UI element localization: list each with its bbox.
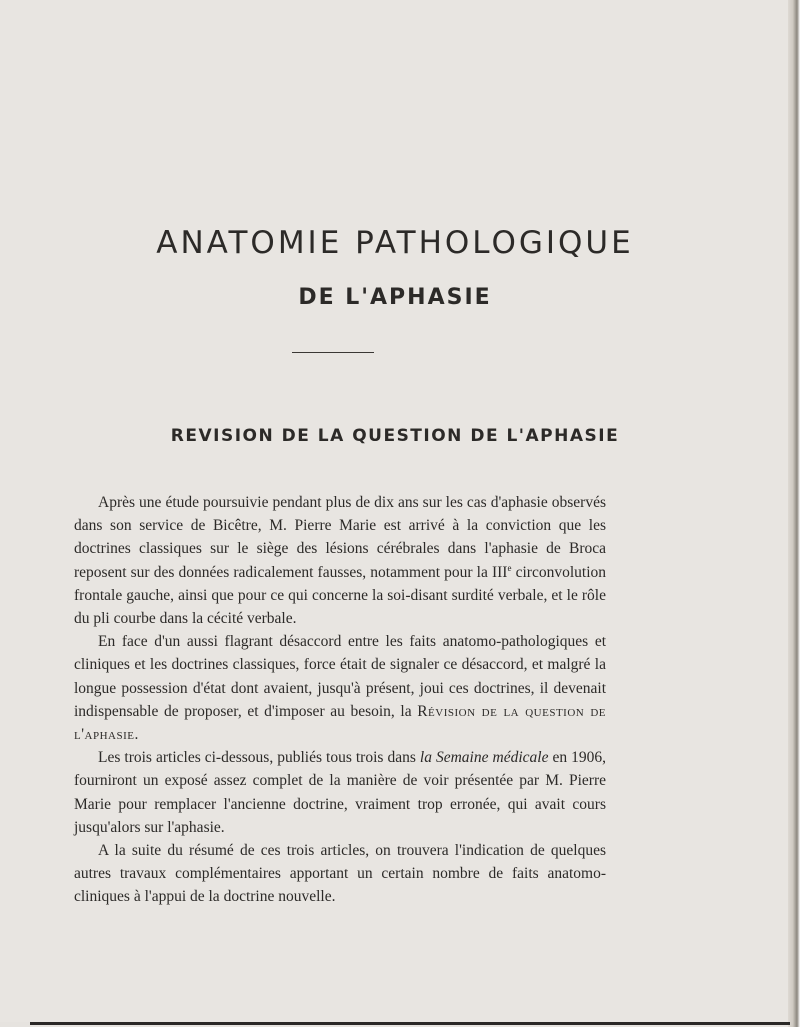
paragraph-3-text: Les trois articles ci-dessous, publiés tous trois dans: [98, 749, 420, 767]
paragraph-1-text: Après une étude poursuivie pendant plus de dix ans sur les cas d'aphasie observés dans son service de Bicêtre, M. Pierre Marie est arrivé à la conviction que les doctrines classiques sur le siège des lésions cérébrales dans l'aphasie de Broca reposent sur des données radicalement fausses, notamment pour la III: [74, 494, 606, 581]
body-text: [74, 491, 606, 909]
paragraph-1-text-end: circonvolution frontale gauche, ainsi que pour ce qui concerne la soi-disant surdité verbale, et le rôle du pli courbe dans la cécité verbale.: [74, 563, 606, 628]
paragraph-4: [74, 839, 606, 909]
section-heading: REVISION DE LA QUESTION DE L'APHASIE: [170, 426, 620, 446]
title-divider: [292, 352, 374, 353]
document-subtitle: DE L'APHASIE: [298, 285, 492, 310]
page-edge: [788, 0, 800, 1027]
ordinal-superscript: e: [507, 562, 512, 573]
revision-small-caps: Révision de la question de l'aphasie: [74, 702, 606, 744]
paragraph-2-end: .: [134, 726, 139, 744]
paragraph-2: [74, 630, 606, 746]
paragraph-2-text: En face d'un aussi flagrant désaccord entre les faits anatomo-pathologiques et cliniques et les doctrines classiques, force était de signaler ce désaccord, et malgré la longue possession d'état dont avaient, jusqu'à présent, joui ces doctrines, il devenait indispensable de proposer, et d'imposer au besoin, la: [74, 633, 606, 720]
paragraph-3: [74, 746, 606, 839]
paragraph-1: [74, 491, 606, 630]
paragraph-4-text: A la suite du résumé de ces trois articles, on trouvera l'indication de quelques autres travaux complémentaires apportant un certain nombre de faits anatomo-cliniques à l'appui de la doctrine nouvelle.: [74, 842, 606, 906]
document-title: ANATOMIE PATHOLOGIQUE: [156, 225, 634, 261]
journal-title: la Semaine médicale: [419, 749, 549, 767]
bottom-rule: [30, 1022, 790, 1025]
paragraph-3-end: en 1906, fourniront un exposé assez complet de la manière de voir présentée par M. Pierre Marie pour remplacer l'ancienne doctrine, vraiment trop erronée, qui avait cours jusqu'alors sur l'aphasie.: [74, 749, 606, 836]
